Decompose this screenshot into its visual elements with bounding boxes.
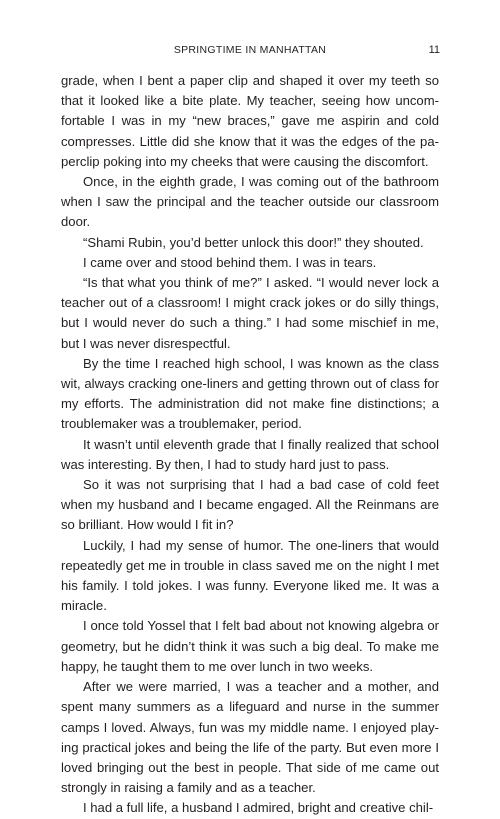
- paragraph: By the time I reached high school, I was known as the class wit, always cracking one-liners and getting thrown out of class for my efforts. The administration did not make fine distinctions; a troublemaker was a troublemaker, period.: [61, 355, 439, 432]
- paragraph: “Shami Rubin, you’d better unlock this door!” they shouted.: [83, 234, 424, 250]
- paragraph: So it was not surprising that I had a bad case of cold feet when my husband and I became engaged. All the Reinmans are so brilliant. How would I fit in?: [61, 477, 439, 533]
- paragraph: It wasn’t until eleventh grade that I finally realized that school was interesting. By then, I had to study hard just to pass.: [61, 436, 439, 472]
- page-number: 11: [428, 44, 440, 56]
- paragraph: Once, in the eighth grade, I was coming out of the bathroom when I saw the principal and the teacher outside our classroom door.: [61, 174, 439, 230]
- paragraph: “Is that what you think of me?” I asked. “I would never lock a teacher out of a classroom! I might crack jokes or do silly things, but I would never do such a thing.” I had some mischief in me, but I was never disrespectful.: [61, 275, 439, 351]
- running-head: [60, 44, 440, 60]
- paragraph: I had a full life, a husband I admired, bright and creative chil-: [83, 800, 434, 816]
- paragraph: grade, when I bent a paper clip and shaped it over my teeth so that it looked like a bite plate. My teacher, seeing how uncomfortable I was in my “new braces,” gave me aspirin and cold compresses. Little did she know that it was the edges of the paperclip poking into my cheeks that were causing the discomfort.: [61, 73, 439, 169]
- paragraph: I came over and stood behind them. I was in tears.: [83, 254, 377, 270]
- paragraph: After we were married, I was a teacher and a mother, and spent many summers as a lifeguard and nurse in the summer camps I loved. Always, fun was my middle name. I enjoyed playing practical jokes and being the life of the party. But even more I loved bringing out the best in people. That side of me came out strongly in raising a family and as a teacher.: [61, 679, 439, 796]
- paragraph: I once told Yossel that I felt bad about not knowing algebra or geometry, but he didn’t think it was such a big deal. To make me happy, he taught them to me over lunch in two weeks.: [61, 618, 439, 674]
- running-title: SPRINGTIME IN MANHATTAN: [173, 44, 327, 56]
- paragraph: Luckily, I had my sense of humor. The one-liners that would repeatedly get me in trouble in class saved me on the night I met his family. I told jokes. I was funny. Everyone liked me. It was a miracle.: [61, 537, 439, 614]
- body-text: [61, 71, 439, 819]
